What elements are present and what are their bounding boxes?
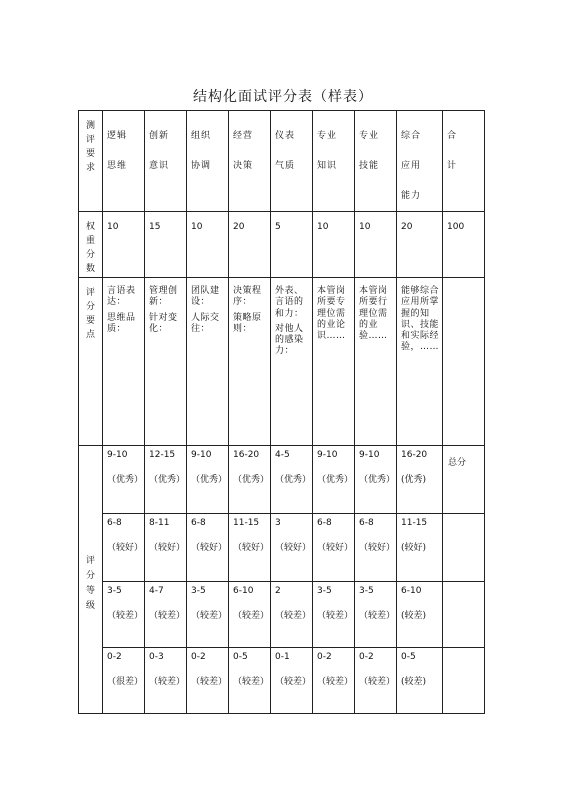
points-cell: 本管岗所要专理位需的业论识…… — [313, 278, 355, 446]
grade-cell: 16-20 （优秀） — [229, 446, 271, 514]
grade-cell: 9-10 （优秀） — [187, 446, 229, 514]
points-cell: 能够综合应用所掌握的知识、技能和实际经验，…… — [397, 278, 443, 446]
points-cell: 外表、言语的和力： 对他人的感染力： — [271, 278, 313, 446]
grade-cell: 3-5 （较差） — [355, 582, 397, 648]
grade-cell: 16-20 (优秀) — [397, 446, 443, 514]
row-label-points: 评 分 要 点 — [79, 278, 103, 446]
grade-row-good — [79, 514, 485, 582]
grade-cell: 0-2 （较差） — [187, 648, 229, 714]
weight-value: 15 — [145, 212, 187, 278]
header-coordination: 组织 协调 — [187, 111, 229, 212]
grade-cell: 3-5 （较差） — [313, 582, 355, 648]
empty-cell — [443, 582, 485, 648]
grade-cell: 11-15 （较好） — [229, 514, 271, 582]
grade-cell: 9-10 （优秀） — [313, 446, 355, 514]
row-label-weight: 权 重 分 数 — [79, 212, 103, 278]
weight-value: 10 — [103, 212, 145, 278]
header-skill: 专业 技能 — [355, 111, 397, 212]
grade-cell: 0-3 （较差） — [145, 648, 187, 714]
grade-cell: 0-5 (较差) — [397, 648, 443, 714]
row-label-requirements: 测 评 要 求 — [79, 111, 103, 212]
grade-cell: 0-2 （较差） — [355, 648, 397, 714]
points-cell: 团队建设： 人际交往： — [187, 278, 229, 446]
grade-cell: 9-10 （优秀） — [103, 446, 145, 514]
grade-cell: 0-2 （较差） — [313, 648, 355, 714]
grade-cell: 12-15 （优秀） — [145, 446, 187, 514]
weight-value: 5 — [271, 212, 313, 278]
grade-cell: 6-8 （较好） — [187, 514, 229, 582]
points-cell: 决策程序： 策略原则： — [229, 278, 271, 446]
header-knowledge: 专业 知识 — [313, 111, 355, 212]
grade-cell: 4-7 （较差） — [145, 582, 187, 648]
header-decision: 经营 决策 — [229, 111, 271, 212]
weight-value: 10 — [187, 212, 229, 278]
header-demeanor: 仪表 气质 — [271, 111, 313, 212]
points-cell: 本管岗所要行理位需的业验…… — [355, 278, 397, 446]
score-table — [78, 110, 485, 714]
header-row — [79, 111, 485, 212]
grade-cell: 0-5 （较差） — [229, 648, 271, 714]
weight-value: 10 — [313, 212, 355, 278]
page-title: 结构化面试评分表（样表） — [193, 89, 373, 105]
grade-row-poor — [79, 582, 485, 648]
row-label-grades: 评 分 等 级 — [79, 446, 103, 714]
total-score-label: 总分 — [443, 446, 485, 514]
weight-value: 100 — [443, 212, 485, 278]
grade-cell: 3-5 （较差） — [103, 582, 145, 648]
grade-cell: 8-11 （较好） — [145, 514, 187, 582]
weight-value: 20 — [397, 212, 443, 278]
grade-cell: 2 （较差） — [271, 582, 313, 648]
grade-cell: 9-10 （优秀） — [355, 446, 397, 514]
grade-cell: 4-5 （优秀） — [271, 446, 313, 514]
header-logic: 逻辑 思维 — [103, 111, 145, 212]
grade-cell: 11-15 (较好) — [397, 514, 443, 582]
empty-cell — [443, 514, 485, 582]
grade-cell: 0-1 （较差） — [271, 648, 313, 714]
points-row — [79, 278, 485, 446]
grade-cell: 0-2 （很差） — [103, 648, 145, 714]
grade-cell: 6-10 （较差） — [229, 582, 271, 648]
grade-row-very-poor — [79, 648, 485, 714]
points-cell — [443, 278, 485, 446]
weight-value: 20 — [229, 212, 271, 278]
grade-cell: 3-5 （较差） — [187, 582, 229, 648]
points-cell: 管理创新： 针对变化： — [145, 278, 187, 446]
grade-cell: 3 （较好） — [271, 514, 313, 582]
weight-value: 10 — [355, 212, 397, 278]
grade-cell: 6-8 （较好） — [313, 514, 355, 582]
grade-cell: 6-10 (较差) — [397, 582, 443, 648]
header-total: 合 计 — [443, 111, 485, 212]
weight-row — [79, 212, 485, 278]
empty-cell — [443, 648, 485, 714]
grade-row-excellent — [79, 446, 485, 514]
grade-cell: 6-8 （较好） — [103, 514, 145, 582]
header-innovation: 创新 意识 — [145, 111, 187, 212]
grade-cell: 6-8 （较好） — [355, 514, 397, 582]
points-cell: 言语表达： 思维品质： — [103, 278, 145, 446]
header-application: 综合 应用 能力 — [397, 111, 443, 212]
